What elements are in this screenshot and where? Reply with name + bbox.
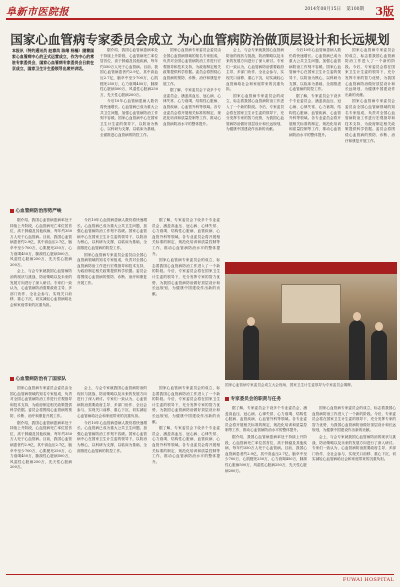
column-text: 今后10年心血管病患病人数仍将快速增长。心血管病已成为重大公共卫生问题，加强心血管病防治工作刻不容缓。国家心血管病中心在国家卫生计生委的领导下，以防治为核心，以科研为支撑，以临床为基础，全面推进心血管病的防控工作。 [77,218,147,250]
column-text: 国家心血管病专家委员会的成立，标志着我国心血管病防治工作进入了一个新的阶段。今后，专家委员会将在国家卫生计生委的领导下，充分发挥专家的智力优势，为我国心血管病防治做好顶层设计和长远规划，为健康中国建设作出新的贡献。 [345,48,395,97]
column-text: 据了解，专家委员会下设多个专业委员会，涵盖高血压、冠心病、心律失常、心力衰竭、结构性心脏病、血管疾病、心血管外科等领域。各专业委员会将开展相关标准的制定、规范化培训和质量控制等工作，推动心血管病防治水平的整体提升。 [152,426,220,464]
article-column-9 [10,386,72,571]
photo-person-head [375,322,383,331]
footer-brand: FUWAI HOSPITAL [342,577,394,583]
article-column-12 [225,406,307,571]
section-heading-2: 心血管病防治有了国家队 [10,376,66,382]
column-text: 会上，与会专家就我国心血管病防治的现状与挑战、防治策略以及未来的发展方向进行了深入研讨。专家们一致认为，心血管病防治需要政府主导、多部门协作、全社会参与，实现关口前移、重心下沉，切实减轻心血管病给社会和家庭带来的沉重负担。 [10,269,72,307]
masthead-rule [6,18,394,20]
photo-person [349,320,365,380]
column-text: 会上，与会专家就我国心血管病防治的现状与挑战、防治策略以及未来的发展方向进行了深入研讨。专家们一致认为，心血管病防治需要政府主导、多部门协作、全社会参与，实现关口前移、重心下沉，切实减轻心血管病给社会和家庭带来的沉重负担。 [77,386,147,418]
page-number: 3版 [375,5,394,18]
masthead [0,0,400,20]
column-text: 国家心血管病专家委员会的成立，标志着我国心血管病防治工作进入了一个新的阶段。今后，专家委员会将在国家卫生计生委的领导下，充分发挥专家的智力优势，为我国心血管病防治做好顶层设计和长远规划，为健康中国建设作出新的贡献。 [226,93,284,132]
column-text: 据了解，专家委员会下设多个专业委员会，涵盖高血压、冠心病、心律失常、心力衰竭、结构性心脏病、血管疾病、心血管外科等领域。各专业委员会将开展相关标准的制定、规范化培训和质量控制等工作，推动心血管病防治水平的整体提升。 [225,406,307,433]
column-text: 据了解，专家委员会下设多个专业委员会，涵盖高血压、冠心病、心律失常、心力衰竭、结构性心脏病、血管疾病、心血管外科等领域。各专业委员会将开展相关标准的制定、规范化培训和质量控制等工作，推动心血管病防治水平的整体提升。 [163,88,221,126]
article-column-11 [152,386,220,571]
column-text: 国家心血管病专家委员会的成立，标志着我国心血管病防治工作进入了一个新的阶段。今后，专家委员会将在国家卫生计生委的领导下，充分发挥专家的智力优势，为我国心血管病防治做好顶层设计和长远规划，为健康中国建设作出新的贡献。 [152,386,220,424]
column-text: 国家心血管病专家委员会委员由全国心血管病领域的知名专家组成，负责对全国心血管病防治工作进行宏观指导和技术支持，为政府制定相关政策提供科学依据。委员会将围绕心血管病的预防、诊断、治疗和康复开展工作。 [10,386,72,418]
photo-caption: 国家心血管病专家委员会成立大会现场，国家卫生计生委领导为专家委员会揭牌。 [225,383,355,387]
article-column-5 [345,48,395,218]
article-column-10 [77,386,147,571]
issue-number: 第100期 [346,7,364,12]
column-text: 据介绍，我国心血管病患病率处于持续上升阶段，心血管病死亡率位居首位，高于肿瘤及其他疾病，每年约350万人死于心血管病。目前，我国心血管病患者约2.9亿，其中高血压2.7亿，脑卒中至少700万，心肌梗死250万，心力衰竭450万，肺源性心脏病500万，风湿性心脏病250万，先天性心脏病200万。 [10,420,72,470]
issue-meta [301,6,364,12]
article-column-4 [289,48,341,218]
column-text: 据介绍，我国心血管病患病率处于持续上升阶段，心血管病死亡率位居首位，高于肿瘤及其他疾病，每年约350万人死于心血管病。目前，我国心血管病患者约2.9亿，其中高血压2.7亿，脑卒中至少700万，心肌梗死250万，心力衰竭450万，肺源性心脏病500万，风湿性心脏病250万，先天性心脏病200万。 [10,218,72,267]
photo-person [371,330,387,380]
article-column-3 [226,48,284,218]
column-text: 今后10年心血管病患病人数仍将快速增长。心血管病已成为重大公共卫生问题，加强心血管病防治工作刻不容缓。国家心血管病中心在国家卫生计生委的领导下，以防治为核心，以科研为支撑，以临床为基础，全面推进心血管病的防控工作。 [100,99,158,137]
photo-person [243,325,259,380]
column-text: 国家心血管病专家委员会委员由全国心血管病领域的知名专家组成，负责对全国心血管病防治工作进行宏观指导和技术支持，为政府制定相关政策提供科学依据。委员会将围绕心血管病的预防、诊断、治疗和康复开展工作。 [77,252,147,285]
article-column-6 [10,218,72,368]
column-text: 国家心血管病专家委员会委员由全国心血管病领域的知名专家组成，负责对全国心血管病防治工作进行宏观指导和技术支持，为政府制定相关政策提供科学依据。委员会将围绕心血管病的预防、诊断、治疗和康复开展工作。 [345,99,395,143]
issue-date: 2014年08月15日 [304,7,341,12]
column-text: 据介绍，我国心血管病患病率处于持续上升阶段，心血管病死亡率位居首位，高于肿瘤及其他疾病，每年约350万人死于心血管病。目前，我国心血管病患者约2.9亿，其中高血压2.7亿，脑卒中至少700万，心肌梗死250万，心力衰竭450万，肺源性心脏病500万，风湿性心脏病250万，先天性心脏病200万。 [225,434,307,473]
column-text: 会上，与会专家就我国心血管病防治的现状与挑战、防治策略以及未来的发展方向进行了深入研讨。专家们一致认为，心血管病防治需要政府主导、多部门协作、全社会参与，实现关口前移、重心下沉，切实减轻心血管病给社会和家庭带来的沉重负担。 [226,48,284,92]
article-column-7 [77,218,147,368]
event-photo [225,262,397,380]
column-text: 今后10年心血管病患病人数仍将快速增长。心血管病已成为重大公共卫生问题，加强心血管病防治工作刻不容缓。国家心血管病中心在国家卫生计生委的领导下，以防治为核心，以科研为支撑，以临床为基础，全面推进心血管病的防控工作。 [77,420,147,453]
column-text: 国家心血管病专家委员会的成立，标志着我国心血管病防治工作进入了一个新的阶段。今后，专家委员会将在国家卫生计生委的领导下，充分发挥专家的智力优势，为我国心血管病防治做好顶层设计和长远规划，为健康中国建设作出新的贡献。 [152,258,220,296]
article-column-1 [100,48,158,218]
section-heading-1: 心血管病防治形势严峻 [10,208,61,214]
article-column-2 [163,48,221,218]
photo-person-head [247,317,255,326]
photo-banner [225,262,397,274]
article-column-13 [312,406,396,571]
column-text: 据了解，专家委员会下设多个专业委员会，涵盖高血压、冠心病、心律失常、心力衰竭、结构性心脏病、血管疾病、心血管外科等领域。各专业委员会将开展相关标准的制定、规范化培训和质量控制等工作，推动心血管病防治水平的整体提升。 [289,93,341,137]
lead-paragraph: 本报讯（特约通讯员 赵春凤 陈绪 杨楠）随着国家心血管病中心的正式运营成立，作为中心的常驻专家委员会，国家心血管病专家委员会日前在京成立，国家卫生计生委领导出席并讲话。 [12,48,94,71]
column-text: 国家心血管病专家委员会的成立，标志着我国心血管病防治工作进入了一个新的阶段。今后，专家委员会将在国家卫生计生委的领导下，充分发挥专家的智力优势，为我国心血管病防治做好顶层设计和长远规划，为健康中国建设作出新的贡献。 [312,406,396,433]
column-text: 会上，与会专家就我国心血管病防治的现状与挑战、防治策略以及未来的发展方向进行了深入研讨。专家们一致认为，心血管病防治需要政府主导、多部门协作、全社会参与，实现关口前移、重心下沉，切实减轻心血管病给社会和家庭带来的沉重负担。 [312,434,396,462]
column-text: 据了解，专家委员会下设多个专业委员会，涵盖高血压、冠心病、心律失常、心力衰竭、结构性心脏病、血管疾病、心血管外科等领域。各专业委员会将开展相关标准的制定、规范化培训和质量控制等工作，推动心血管病防治水平的整体提升。 [152,218,220,256]
article-column-8 [152,218,220,368]
photo-person-head [353,312,361,321]
column-text: 据介绍，我国心血管病患病率处于持续上升阶段，心血管病死亡率位居首位，高于肿瘤及其他疾病，每年约350万人死于心血管病。目前，我国心血管病患者约2.9亿，其中高血压2.7亿，脑卒中至少700万，心肌梗死250万，心力衰竭450万，肺源性心脏病500万，风湿性心脏病250万，先天性心脏病200万。 [100,48,158,97]
footer-rule [6,574,394,575]
plaque-board [281,284,341,324]
newspaper-logo: 阜新市医院报 [6,7,69,18]
column-text: 今后10年心血管病患病人数仍将快速增长。心血管病已成为重大公共卫生问题，加强心血管病防治工作刻不容缓。国家心血管病中心在国家卫生计生委的领导下，以防治为核心，以科研为支撑，以临床为基础，全面推进心血管病的防控工作。 [289,48,341,92]
column-text: 国家心血管病专家委员会委员由全国心血管病领域的知名专家组成，负责对全国心血管病防治工作进行宏观指导和技术支持，为政府制定相关政策提供科学依据。委员会将围绕心血管病的预防、诊断、治疗和康复开展工作。 [163,48,221,86]
main-headline: 国家心血管病专家委员会成立 为心血管病防治做顶层设计和长远规划 [10,32,390,47]
section-heading-3: 专家委员会的职责与任务 [225,396,281,402]
